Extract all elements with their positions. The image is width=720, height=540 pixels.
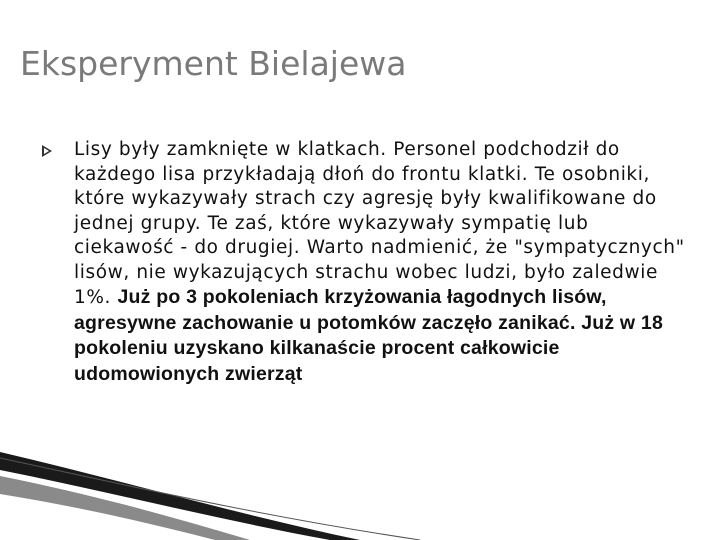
slide-body bbox=[74, 138, 694, 387]
body-regular-text: Lisy były zamknięte w klatkach. Personel podchodził do każdego lisa przykładają dłoń do frontu klatki. Te osobniki, które wykazywały strach czy agresję były kwalifikowane do jednej grupy. Te zaś, które wykazywały sympatię lub ciekawość - do drugiej. Warto nadmienić, że "sympatycznych" lisów, nie wykazujących strachu wobec ludzi, było zaledwie 1%. bbox=[74, 139, 685, 308]
swoosh-band-grey bbox=[0, 476, 250, 540]
swoosh-band-dark bbox=[0, 452, 360, 540]
body-bold-text: Już po 3 pokoleniach krzyżowania łagodnych lisów, agresywne zachowanie u potomków zaczęło zanikać. Już w 18 pokoleniu uzyskano kilkanaście procent całkowicie udomowionych zwierząt bbox=[74, 286, 664, 385]
triangle-bullet-icon bbox=[42, 145, 52, 157]
slide-title: Eksperyment Bielajewa bbox=[20, 44, 407, 83]
swoosh-line-thin bbox=[0, 458, 420, 540]
